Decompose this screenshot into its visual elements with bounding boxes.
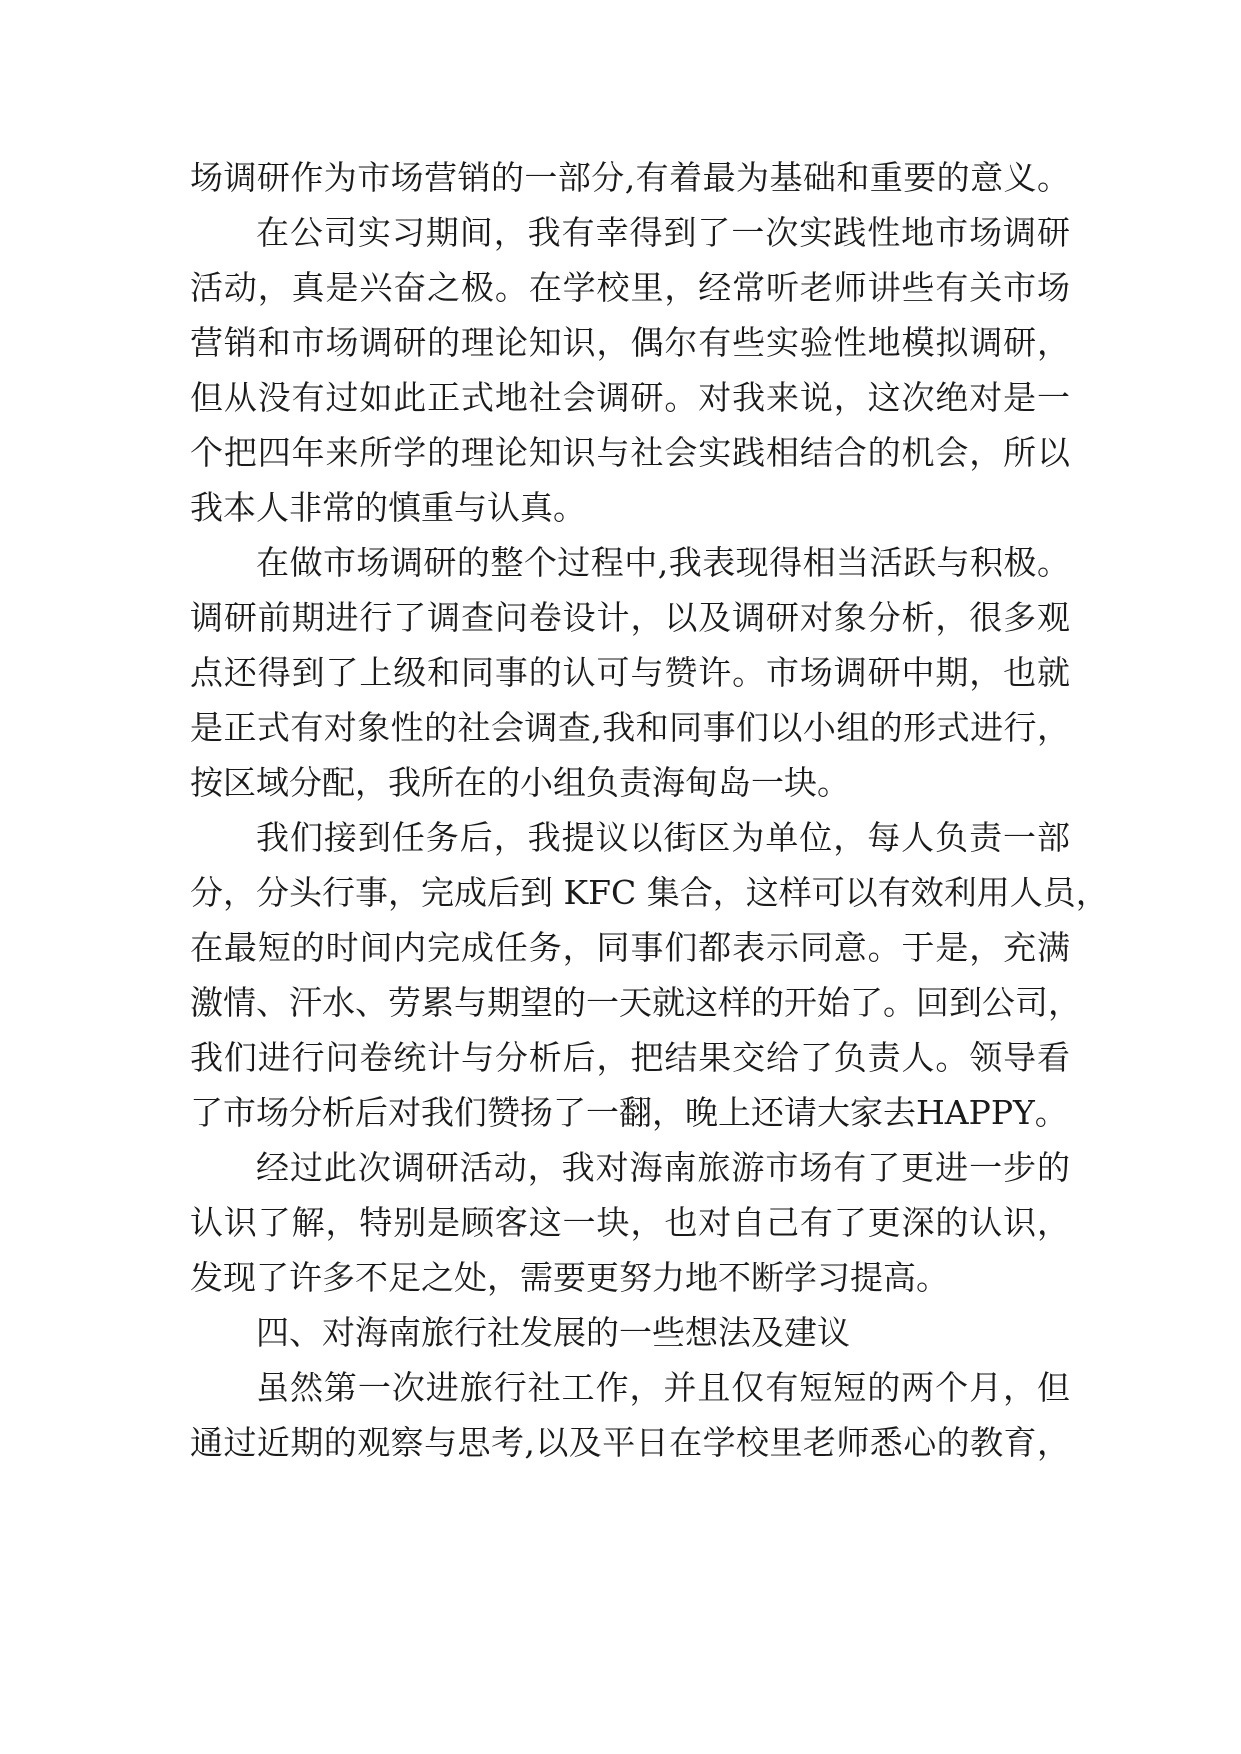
paragraph-last-line: 了市场分析后对我们赞扬了一翻，晚上还请大家去HAPPY。 [190,1093,1068,1132]
text-line: 个把四年来所学的理论知识与社会实践相结合的机会，所以 [190,433,1070,472]
text-line: 认识了解，特别是顾客这一块，也对自己有了更深的认识， [190,1203,1070,1242]
text-line: 活动，真是兴奋之极。在学校里，经常听老师讲些有关市场 [190,268,1070,307]
section-heading: 四、对海南旅行社发展的一些想法及建议 [256,1313,850,1352]
text-line: 营销和市场调研的理论知识，偶尔有些实验性地模拟调研， [190,323,1070,362]
paragraph-first-line: 在做市场调研的整个过程中,我表现得相当活跃与积极。 [256,543,1070,582]
paragraph-last-line: 发现了许多不足之处，需要更努力地不断学习提高。 [190,1258,949,1297]
text-line: 是正式有对象性的社会调查,我和同事们以小组的形式进行， [190,708,1070,747]
paragraph-first-line: 虽然第一次进旅行社工作，并且仅有短短的两个月，但 [256,1368,1070,1407]
paragraph-last-line: 按区域分配，我所在的小组负责海甸岛一块。 [190,763,850,802]
text-line: 场调研作为市场营销的一部分,有着最为基础和重要的意义。 [190,158,1070,197]
text-line: 在最短的时间内完成任务，同事们都表示同意。于是，充满 [190,928,1070,967]
text-line: 我们进行问卷统计与分析后，把结果交给了负责人。领导看 [190,1038,1070,1077]
text-line: 但从没有过如此正式地社会调研。对我来说，这次绝对是一 [190,378,1070,417]
text-line: 激情、汗水、劳累与期望的一天就这样的开始了。回到公司， [190,983,1081,1022]
text-line: 分，分头行事，完成后到 KFC 集合，这样可以有效利用人员， [190,873,1109,912]
paragraph-last-line: 我本人非常的慎重与认真。 [190,488,586,527]
body-text [190,150,1109,1470]
paragraph-first-line: 在公司实习期间，我有幸得到了一次实践性地市场调研 [256,213,1070,252]
text-line: 通过近期的观察与思考,以及平日在学校里老师悉心的教育， [190,1423,1070,1462]
paragraph-first-line: 我们接到任务后，我提议以街区为单位，每人负责一部 [256,818,1070,857]
text-line: 点还得到了上级和同事的认可与赞许。市场调研中期，也就 [190,653,1070,692]
paragraph-first-line: 经过此次调研活动，我对海南旅游市场有了更进一步的 [256,1148,1070,1187]
text-line: 调研前期进行了调查问卷设计，以及调研对象分析，很多观 [190,598,1070,637]
